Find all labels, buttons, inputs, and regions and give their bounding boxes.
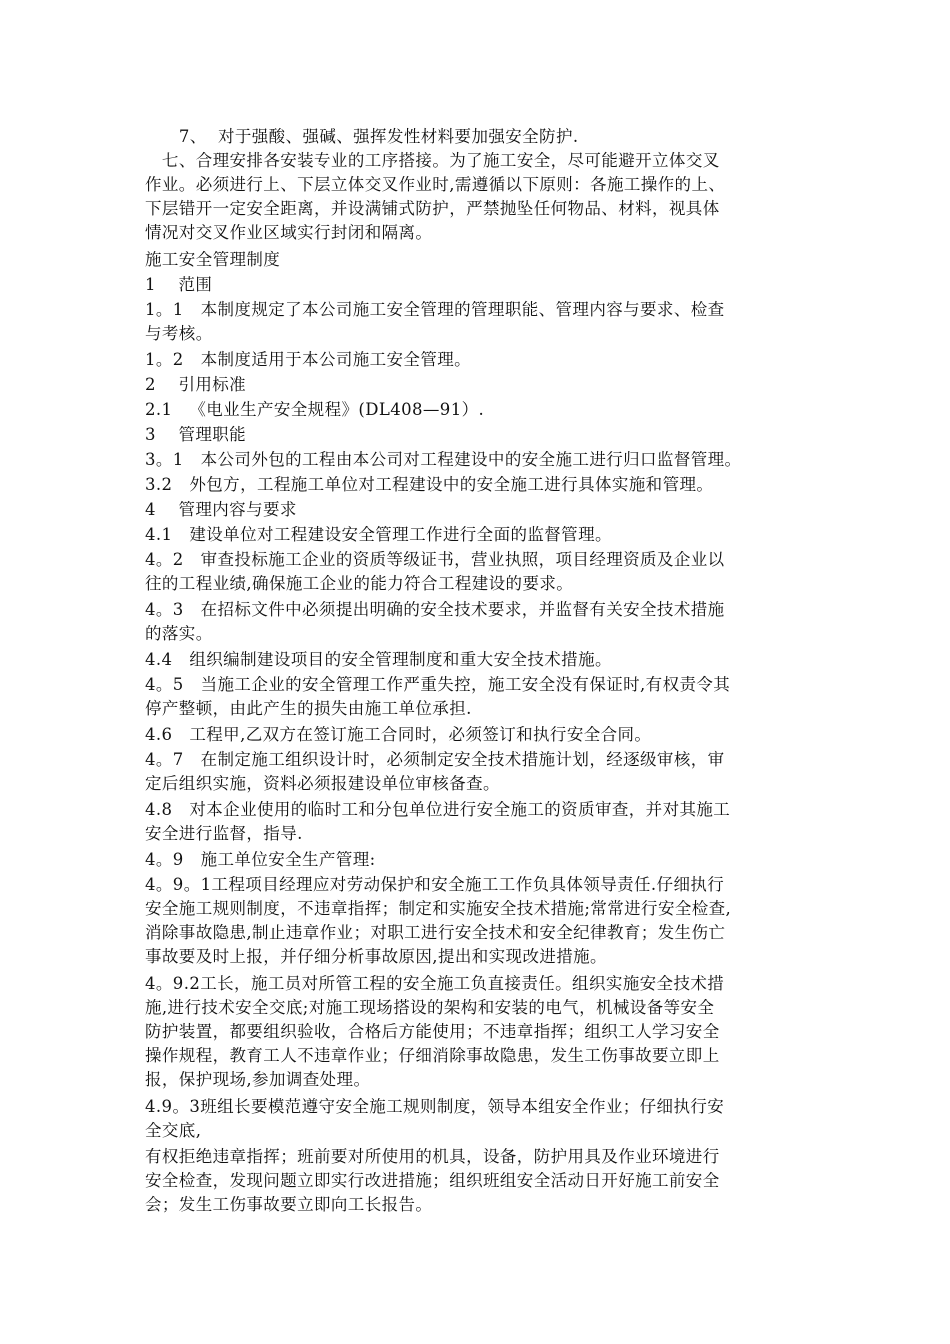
text-line: 与考核。 [145, 324, 213, 343]
text-line: 报，保护现场,参加调查处理。 [145, 1070, 371, 1089]
text-line: 4.9。3班组长要模范遵守安全施工规则制度，领导本组安全作业；仔细执行安 [145, 1097, 725, 1116]
text-line: 往的工程业绩,确保施工企业的能力符合工程建设的要求。 [145, 574, 574, 593]
text-line: 4.4 组织编制建设项目的安全管理制度和重大安全技术措施。 [145, 650, 612, 669]
text-line: 七、合理安排各安装专业的工序搭接。为了施工安全，尽可能避开立体交叉 [145, 151, 720, 170]
section-heading: 3 管理职能 [145, 425, 247, 444]
text-line: 7、 对于强酸、强碱、强挥发性材料要加强安全防护. [145, 127, 579, 146]
text-line: 消除事故隐患,制止违章作业；对职工进行安全技术和安全纪律教育；发生伤亡 [145, 923, 726, 942]
text-line: 4.6 工程甲,乙双方在签订施工合同时，必须签订和执行安全合同。 [145, 725, 652, 744]
text-line: 操作规程，教育工人不违章作业；仔细消除事故隐患，发生工伤事故要立即上 [145, 1046, 720, 1065]
text-line: 有权拒绝违章指挥；班前要对所使用的机具，设备，防护用具及作业环境进行 [145, 1147, 720, 1166]
section-heading: 4 管理内容与要求 [145, 500, 297, 519]
text-line: 定后组织实施，资料必须报建设单位审核备查。 [145, 774, 500, 793]
text-line: 安全检查，发现问题立即实行改进措施；组织班组安全活动日开好施工前安全 [145, 1171, 720, 1190]
text-line: 全交底, [145, 1121, 202, 1140]
text-line: 作业。必须进行上、下层立体交叉作业时,需遵循以下原则：各施工操作的上、 [145, 175, 726, 194]
text-line: 事故要及时上报，并仔细分析事故原因,提出和实现改进措施。 [145, 947, 607, 966]
text-line: 下层错开一定安全距离，并设满铺式防护，严禁抛坠任何物品、材料，视具体 [145, 199, 720, 218]
text-line: 防护装置，都要组织验收，合格后方能使用；不违章指挥；组织工人学习安全 [145, 1022, 720, 1041]
text-line: 4。2 审查投标施工企业的资质等级证书，营业执照，项目经理资质及企业以 [145, 550, 725, 569]
text-line: 的落实。 [145, 624, 213, 643]
text-line: 4。5 当施工企业的安全管理工作严重失控，施工安全没有保证时,有权责令其 [145, 675, 731, 694]
section-heading: 施工安全管理制度 [145, 250, 281, 269]
text-line: 1。1 本制度规定了本公司施工安全管理的管理职能、管理内容与要求、检查 [145, 300, 725, 319]
text-line: 3.2 外包方，工程施工单位对工程建设中的安全施工进行具体实施和管理。 [145, 475, 714, 494]
text-line: 4.8 对本企业使用的临时工和分包单位进行安全施工的资质审查，并对其施工 [145, 800, 731, 819]
text-line: 停产整顿，由此产生的损失由施工单位承担. [145, 699, 472, 718]
text-line: 4.1 建设单位对工程建设安全管理工作进行全面的监督管理。 [145, 525, 612, 544]
text-line: 4。9 施工单位安全生产管理: [145, 850, 376, 869]
text-line: 4。3 在招标文件中必须提出明确的安全技术要求，并监督有关安全技术措施 [145, 600, 725, 619]
section-heading: 1 范围 [145, 275, 213, 294]
section-heading: 2 引用标准 [145, 375, 247, 394]
text-line: 4。9.2工长，施工员对所管工程的安全施工负直接责任。组织实施安全技术措 [145, 974, 725, 993]
text-line: 会；发生工伤事故要立即向工长报告。 [145, 1195, 433, 1214]
text-line: 3。1 本公司外包的工程由本公司对工程建设中的安全施工进行归口监督管理。 [145, 450, 742, 469]
text-line: 安全进行监督，指导. [145, 824, 303, 843]
text-line: 1。2 本制度适用于本公司施工安全管理。 [145, 350, 472, 369]
text-line: 情况对交叉作业区域实行封闭和隔离。 [145, 223, 433, 242]
text-line: 2.1 《电业生产安全规程》(DL408—91）. [145, 400, 485, 419]
text-line: 4。7 在制定施工组织设计时，必须制定安全技术措施计划，经逐级审核，审 [145, 750, 725, 769]
text-line: 安全施工规则制度，不违章指挥；制定和实施安全技术措施;常常进行安全检查, [145, 899, 732, 918]
text-line: 4。9。1工程项目经理应对劳动保护和安全施工工作负具体领导责任.仔细执行 [145, 875, 725, 894]
text-line: 施,进行技术安全交底;对施工现场搭设的架构和安装的电气，机械设备等安全 [145, 998, 715, 1017]
